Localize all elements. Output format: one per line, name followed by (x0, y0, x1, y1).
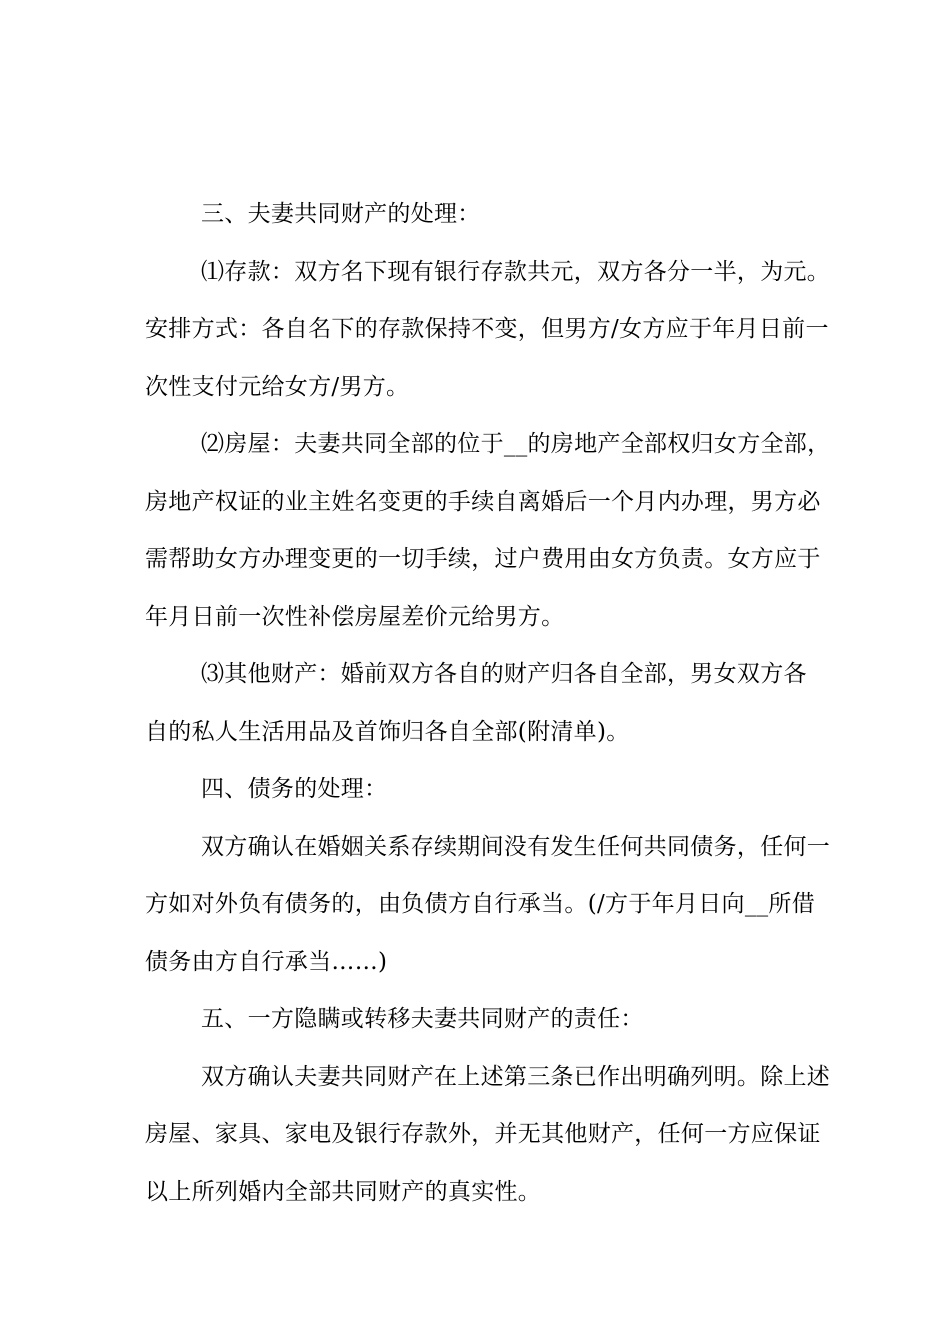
paragraph-line: 需帮助女方办理变更的一切手续，过户费用由女方负责。女方应于 (145, 546, 821, 572)
section-heading-4: 四、债务的处理： (201, 776, 388, 802)
paragraph-line: ⑴存款：双方名下现有银行存款共元，双方各分一半，为元。 (201, 258, 831, 285)
section-heading-5: 五、一方隐瞒或转移夫妻共同财产的责任： (201, 1006, 644, 1032)
paragraph-line: 自的私人生活用品及首饰归各自全部(附清单)。 (145, 718, 630, 745)
paragraph-line: 方如对外负有债务的，由负债方自行承当。(/方于年月日向__所借 (145, 891, 816, 917)
paragraph-line: 房屋、家具、家电及银行存款外，并无其他财产，任何一方应保证 (145, 1121, 821, 1147)
paragraph-line: ⑵房屋：夫妻共同全部的位于__的房地产全部权归女方全部， (201, 431, 831, 457)
paragraph-line: 债务由方自行承当……) (145, 948, 388, 975)
paragraph-line: ⑶其他财产：婚前双方各自的财产归各自全部，男女双方各 (201, 661, 807, 687)
paragraph-line: 双方确认夫妻共同财产在上述第三条已作出明确列明。除上述 (201, 1063, 831, 1090)
document-body (145, 186, 835, 1221)
paragraph-line: 以上所列婚内全部共同财产的真实性。 (145, 1178, 542, 1205)
paragraph-line: 年月日前一次性补偿房屋差价元给男方。 (145, 603, 565, 630)
paragraph-line: 房地产权证的业主姓名变更的手续自离婚后一个月内办理，男方必 (145, 488, 821, 515)
section-heading-3: 三、夫妻共同财产的处理： (201, 201, 481, 227)
paragraph-line: 次性支付元给女方/男方。 (145, 373, 410, 400)
paragraph-line: 双方确认在婚姻关系存续期间没有发生任何共同债务，任何一 (201, 833, 831, 860)
paragraph-line: 安排方式：各自名下的存款保持不变，但男方/女方应于年月日前一 (145, 316, 829, 342)
